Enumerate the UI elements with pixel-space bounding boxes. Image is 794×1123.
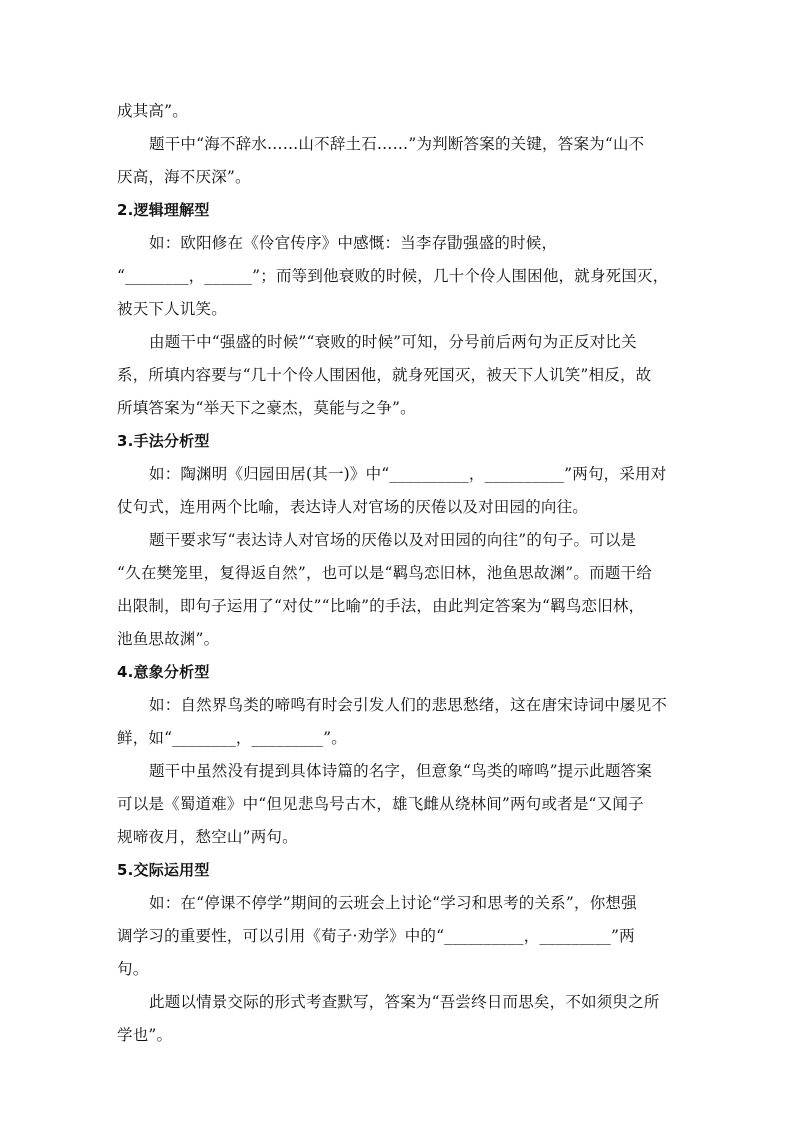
section-heading: 4.意象分析型 [117,663,210,681]
text-line: 出限制，即句子运用了“对仗”“比喻”的手法，由此判定答案为“羁鸟恋旧林， [117,597,645,615]
text-line: 仗句式，连用两个比喻，表达诗人对官场的厌倦以及对田园的向往。 [117,498,589,516]
section-heading: 3.手法分析型 [117,432,210,450]
text-line: “________，______”；而等到他衰败的时候，几十个伶人围困他，就身死国灭， [117,267,669,285]
text-line: 规啼夜月，愁空山”两句。 [117,828,298,846]
text-line: 题干中虽然没有提到具体诗篇的名字，但意象“鸟类的啼鸣”提示此题答案 [149,762,652,780]
text-line: 由题干中“强盛的时候”“衰败的时候”可知，分号前后两句为正反对比关 [149,333,637,351]
text-line: 如：在“停课不停学”期间的云班会上讨论“学习和思考的关系”，你想强 [149,894,637,912]
text-line: 句。 [117,960,149,978]
text-line: 厌高，海不厌深”。 [117,168,251,186]
text-line: 如：陶渊明《归园田居(其一)》中“__________，__________”两句，采用对 [149,465,667,483]
text-line: 鲜，如“________，_________”。 [117,729,347,747]
text-line: 被天下人讥笑。 [117,300,227,318]
document-page [117,95,687,1052]
text-line: 可以是《蜀道难》中“但见悲鸟号古木，雄飞雌从绕林间”两句或者是“又闻子 [117,795,644,813]
text-line: 调学习的重要性，可以引用《荀子·劝学》中的“__________，_________”两 [117,927,635,945]
text-line: 学也”。 [117,1026,173,1044]
text-line: “久在樊笼里，复得返自然”，也可以是“羁鸟恋旧林，池鱼思故渊”。而题干给 [117,564,652,582]
text-line: 题干要求写“表达诗人对官场的厌倦以及对田园的向往”的句子。可以是 [149,531,637,549]
text-line: 如：自然界鸟类的啼鸣有时会引发人们的悲思愁绪，这在唐宋诗词中屡见不 [149,696,668,714]
text-line: 成其高”。 [117,102,188,120]
section-heading: 2.逻辑理解型 [117,201,210,219]
text-line: 题干中“海不辞水……山不辞土石……”为判断答案的关键，答案为“山不 [149,135,645,153]
text-line: 系，所填内容要与“几十个伶人围困他，就身死国灭，被天下人讥笑”相反，故 [117,366,652,384]
text-line: 所填答案为“举天下之豪杰，莫能与之争”。 [117,399,416,417]
text-line: 如：欧阳修在《伶官传序》中感慨：当李存勖强盛的时候， [149,234,558,252]
section-heading: 5.交际运用型 [117,861,210,879]
text-line: 此题以情景交际的形式考查默写，答案为“吾尝终日而思矣，不如须臾之所 [149,993,660,1011]
text-line: 池鱼思故渊”。 [117,630,220,648]
